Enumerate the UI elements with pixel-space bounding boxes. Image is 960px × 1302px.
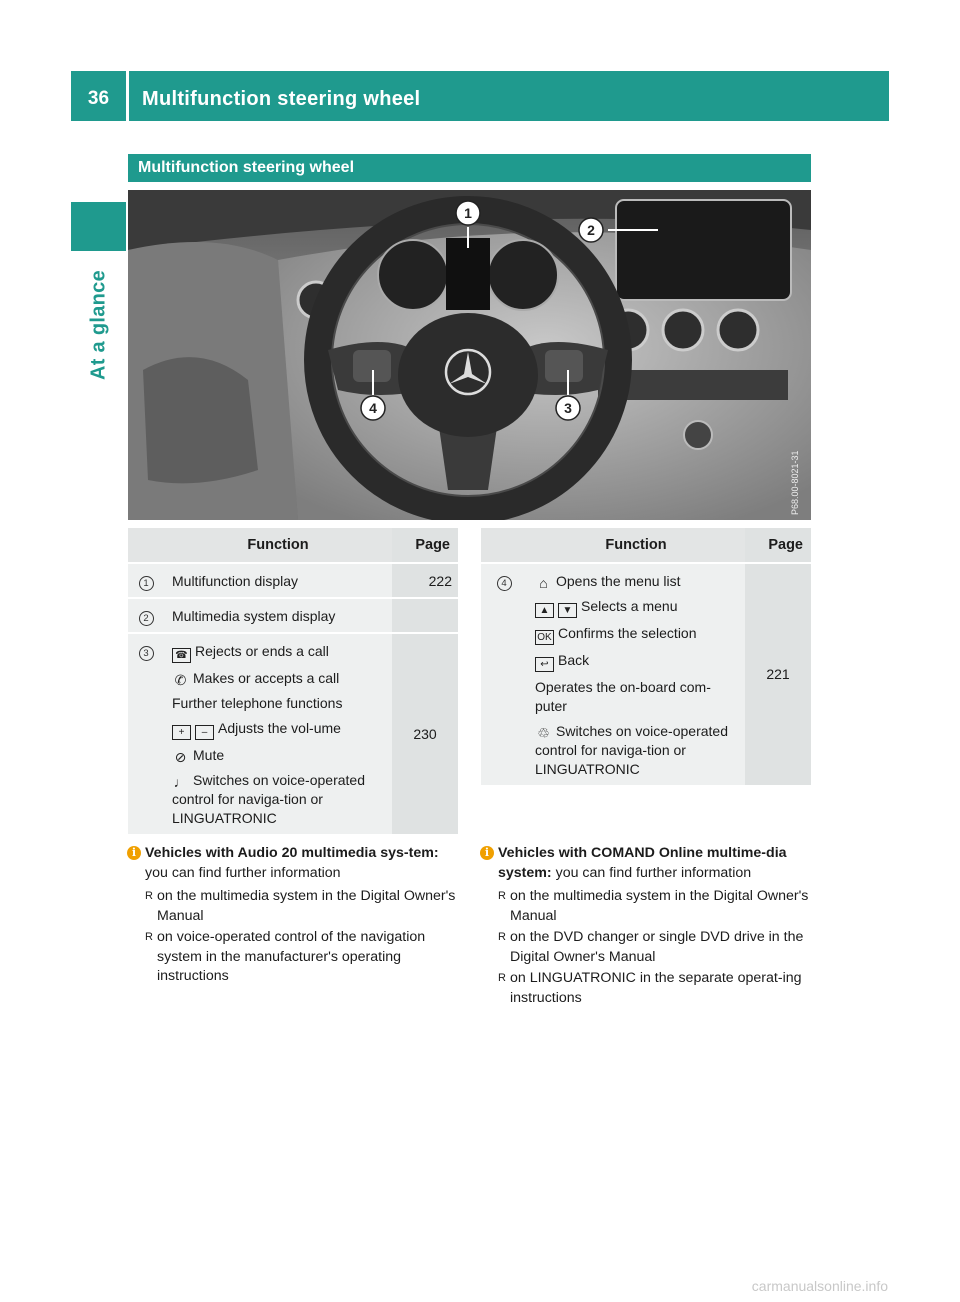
page-header — [71, 71, 889, 121]
list-item — [145, 928, 461, 987]
bullet-icon: R — [498, 890, 506, 902]
bullet-icon: R — [498, 931, 506, 943]
function-text: Back — [558, 652, 590, 668]
function-line — [172, 694, 386, 713]
note-list — [145, 887, 461, 987]
table-header-function: Function — [164, 528, 392, 563]
side-tab — [71, 260, 126, 390]
function-line — [535, 597, 739, 618]
function-cell — [164, 598, 392, 633]
function-text: Switches on voice-operated control for naviga-tion or LINGUATRONIC — [172, 772, 365, 826]
voice-off-icon: ♲ — [537, 725, 550, 741]
row-number-cell — [481, 563, 527, 785]
function-text: Rejects or ends a call — [195, 643, 329, 659]
bullet-icon: R — [145, 931, 153, 943]
info-note-audio20 — [131, 844, 461, 989]
list-item-text: on the multimedia system in the Digital Owner's Manual — [157, 888, 456, 924]
page-title: Multifunction steering wheel — [142, 88, 421, 110]
function-line — [172, 607, 386, 626]
table-row — [481, 563, 811, 785]
function-line — [535, 722, 739, 779]
function-text: Selects a menu — [581, 598, 678, 614]
list-item-text: on voice-operated control of the navigation system in the manufacturer's operating instructions — [157, 929, 426, 984]
function-line — [535, 572, 739, 591]
callout-2 — [579, 218, 603, 242]
note-title: Vehicles with Audio 20 multimedia sys-tem: — [145, 845, 439, 861]
function-text: Operates the on-board com-puter — [535, 679, 711, 714]
plus-icon: + — [172, 725, 191, 740]
table-header-page: Page — [392, 528, 458, 563]
hang-up-icon: ☎ — [172, 648, 191, 663]
function-cell — [164, 563, 392, 598]
section-title: Multifunction steering wheel — [128, 154, 811, 182]
row-number-cell — [128, 598, 164, 633]
function-text: Makes or accepts a call — [193, 670, 340, 686]
page-cell: 221 — [745, 563, 811, 785]
table-header-function: Function — [527, 528, 745, 563]
svg-text:1: 1 — [464, 205, 472, 221]
callout-number: 4 — [497, 576, 512, 591]
photo-code: P68.00-8021-31 — [790, 450, 800, 515]
function-text: Confirms the selection — [558, 625, 697, 641]
bullet-icon: R — [498, 972, 506, 984]
row-number-cell — [128, 633, 164, 834]
function-line — [172, 572, 386, 591]
note-intro: you can find further information — [145, 864, 341, 881]
table-row — [128, 633, 458, 834]
function-line — [172, 642, 386, 663]
header-divider — [126, 71, 129, 121]
function-cell — [527, 563, 745, 785]
function-text: Mute — [193, 747, 225, 763]
callout-number: 2 — [139, 611, 154, 626]
minus-icon: – — [195, 725, 214, 740]
info-icon: i — [480, 846, 494, 860]
function-line — [172, 746, 386, 765]
row-number-cell — [128, 563, 164, 598]
list-item-text: on the DVD changer or single DVD drive in the Digital Owner's Manual — [510, 929, 804, 965]
table-row — [128, 598, 458, 633]
function-text: Further telephone functions — [172, 695, 343, 711]
note-list — [498, 887, 814, 1008]
function-text: Adjusts the vol-ume — [218, 720, 341, 736]
function-text: Multifunction display — [172, 573, 299, 589]
watermark: carmanualsonline.info — [751, 1278, 888, 1294]
steering-wheel-photo — [128, 190, 811, 520]
side-tab-label: At a glance — [87, 270, 109, 380]
table-header-number — [481, 528, 527, 563]
up-arrow-icon: ▲ — [535, 603, 554, 618]
function-cell — [164, 633, 392, 834]
info-note-comand — [484, 844, 814, 1010]
back-icon: ↩ — [535, 657, 554, 672]
phone-icon: ✆ — [174, 672, 187, 688]
side-tab-marker — [71, 202, 126, 251]
svg-text:4: 4 — [369, 400, 377, 416]
list-item — [498, 969, 814, 1008]
function-line — [535, 651, 739, 672]
list-item — [145, 887, 461, 926]
function-line — [172, 669, 386, 688]
function-line — [535, 678, 739, 716]
function-text: Switches on voice-operated control for naviga-tion or LINGUATRONIC — [535, 723, 728, 777]
home-icon: ⌂ — [539, 575, 548, 591]
down-arrow-icon: ▼ — [558, 603, 577, 618]
list-item — [498, 887, 814, 926]
list-item — [498, 928, 814, 967]
voice-icon: ♩ — [173, 774, 188, 790]
svg-text:3: 3 — [564, 400, 572, 416]
page-cell — [392, 598, 458, 633]
callout-number: 3 — [139, 646, 154, 661]
function-line — [535, 624, 739, 645]
function-text: Multimedia system display — [172, 608, 336, 624]
callout-1 — [456, 201, 480, 225]
callout-4 — [361, 396, 385, 420]
function-line — [172, 771, 386, 828]
bullet-icon: R — [145, 890, 153, 902]
function-text: Opens the menu list — [556, 573, 681, 589]
mute-icon: ⊘ — [174, 749, 187, 765]
function-table-right — [481, 528, 811, 785]
note-intro: you can find further information — [555, 864, 752, 881]
page-cell: 230 — [392, 633, 458, 834]
note-title: Vehicles with COMAND Online multime-dia system: — [498, 845, 787, 881]
ok-icon: OK — [535, 630, 554, 645]
info-icon: i — [127, 846, 141, 860]
list-item-text: on the multimedia system in the Digital Owner's Manual — [510, 888, 809, 924]
svg-text:2: 2 — [587, 222, 595, 238]
page-cell: 222 — [392, 563, 458, 598]
function-line — [172, 719, 386, 740]
function-table-left — [128, 528, 458, 834]
page-number: 36 — [87, 88, 110, 109]
table-header-page: Page — [745, 528, 811, 563]
callout-3 — [556, 396, 580, 420]
table-header-number — [128, 528, 164, 563]
callout-number: 1 — [139, 576, 154, 591]
list-item-text: on LINGUATRONIC in the separate operat-ing instructions — [510, 970, 802, 1006]
table-row — [128, 563, 458, 598]
